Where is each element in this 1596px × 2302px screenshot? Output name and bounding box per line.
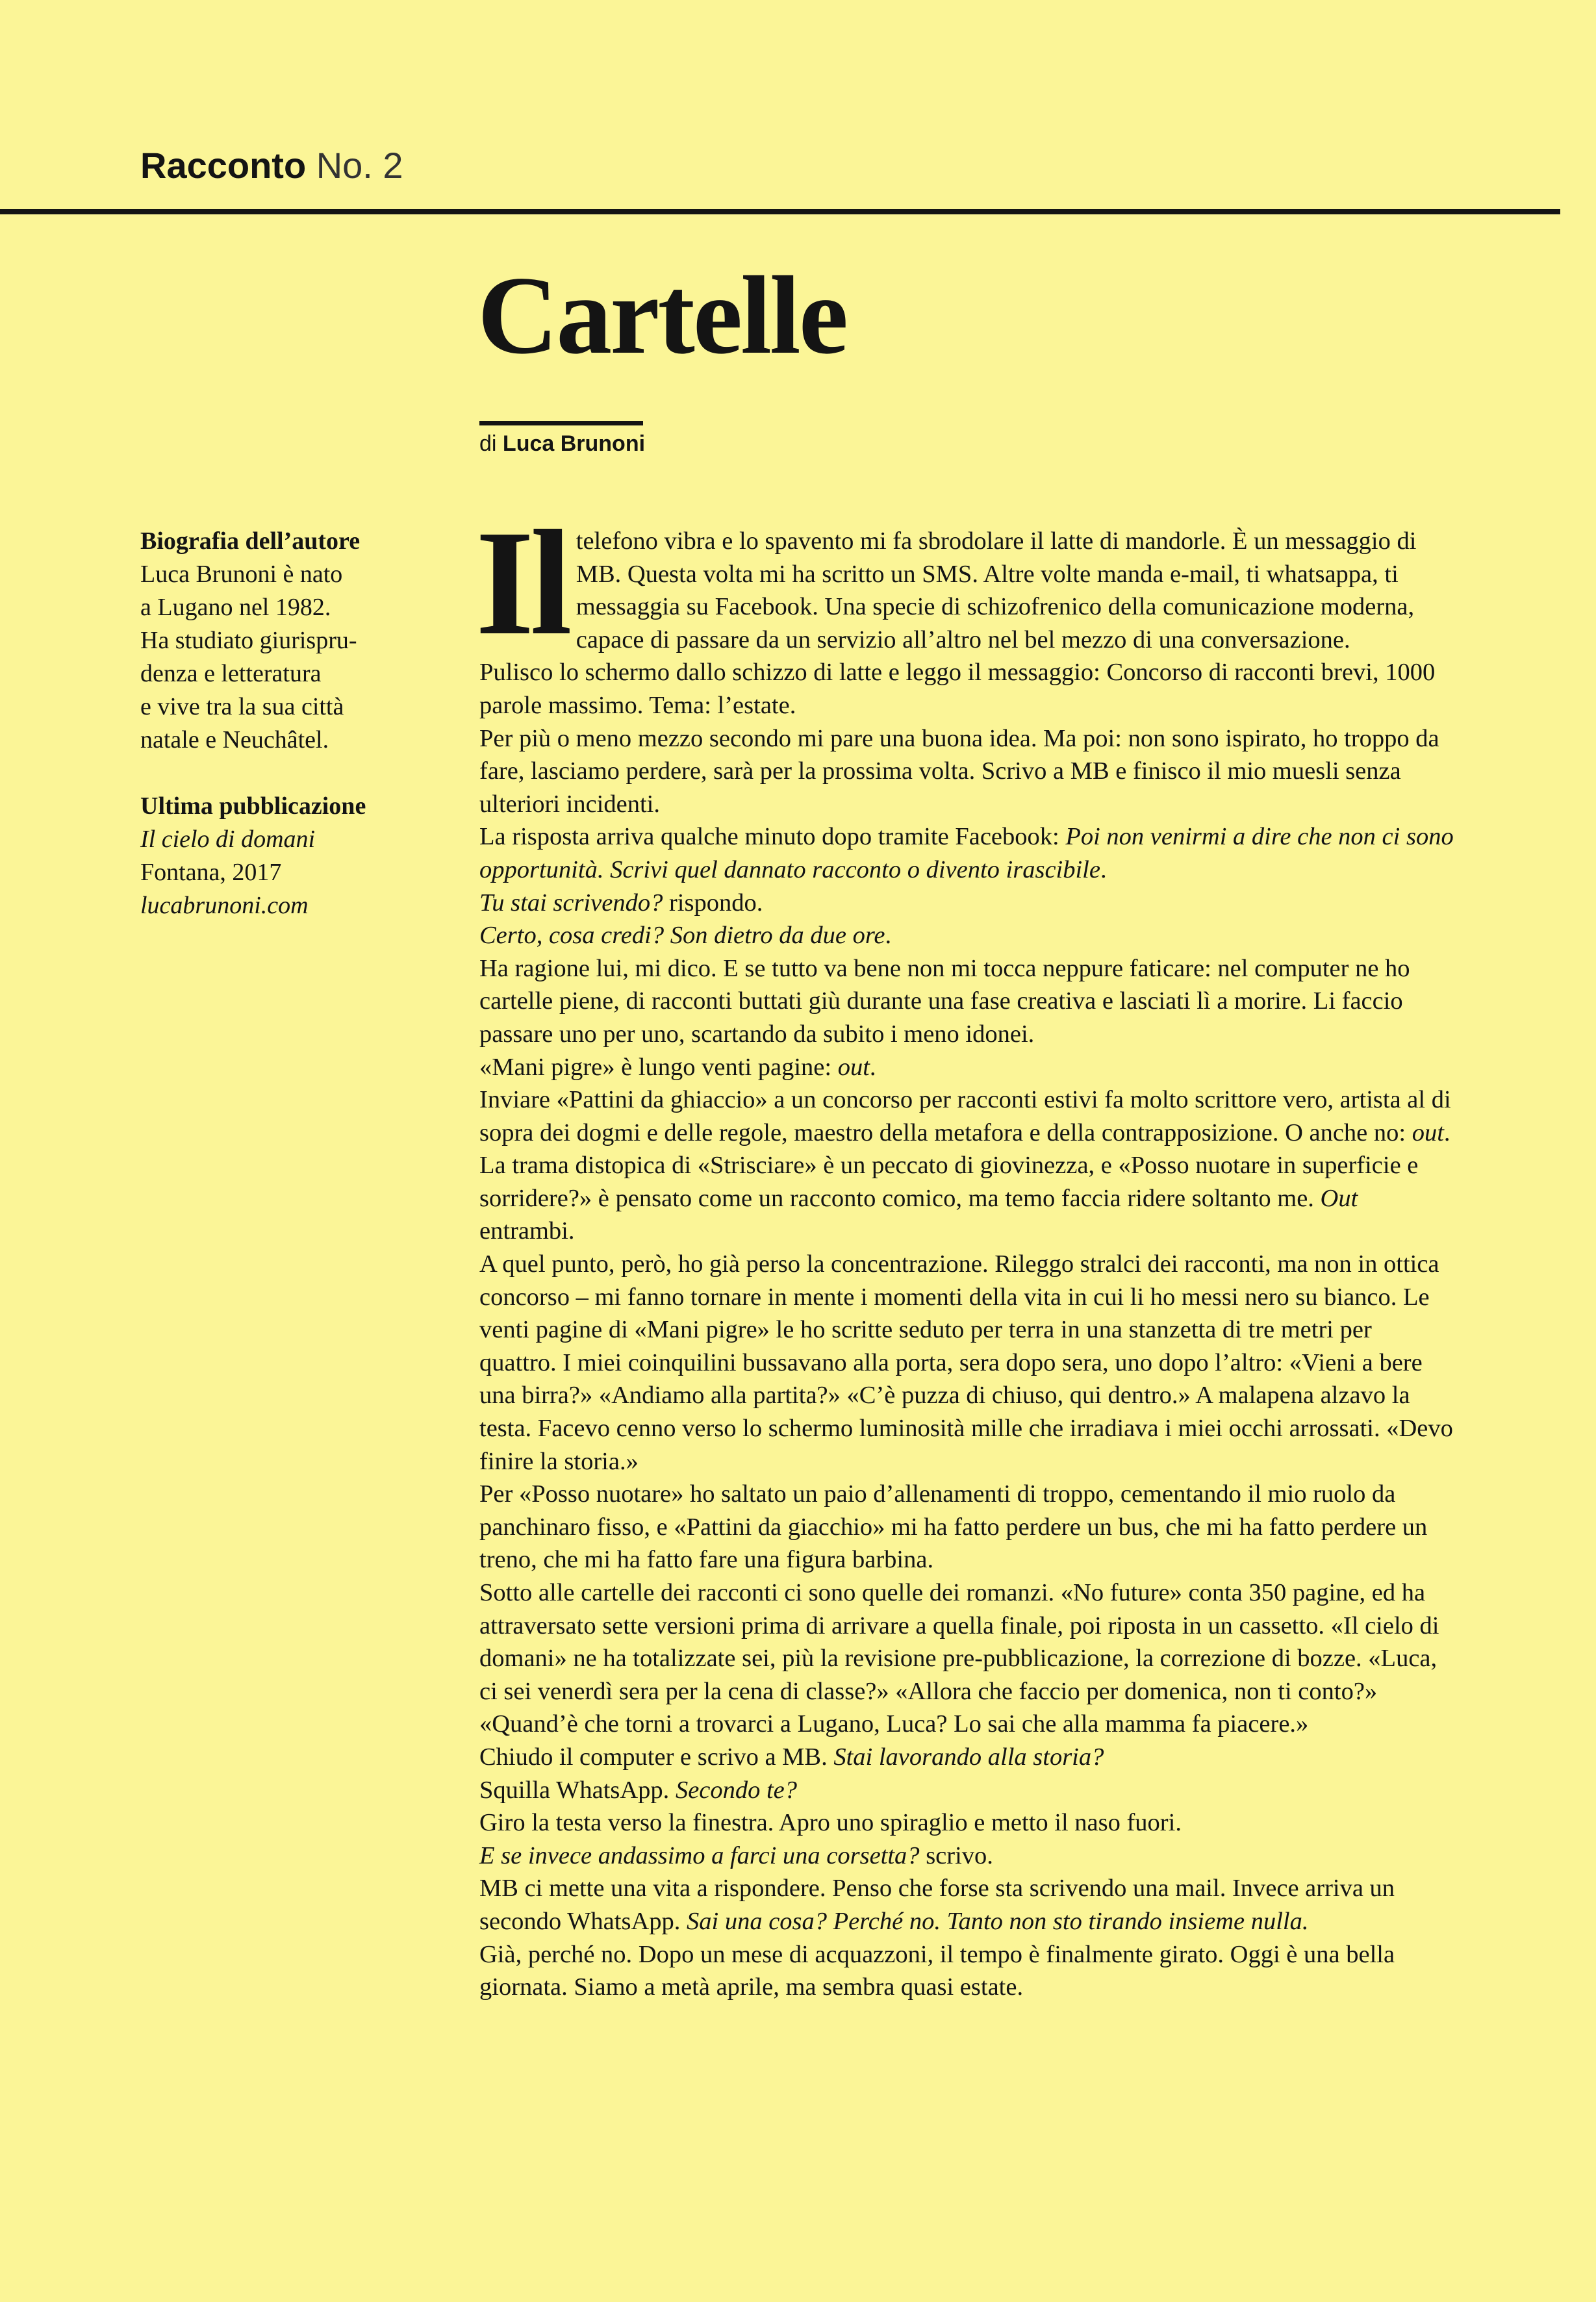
italic-text: Stai lavorando alla storia? (833, 1743, 1104, 1771)
section-header (140, 144, 403, 186)
section-label: Racconto (140, 145, 307, 186)
paragraph (475, 500, 1454, 666)
paragraph-text: MB ci mette una vita a rispondere. Penso che forse sta scrivendo una mail. Invece arriva un secondo WhatsApp. (479, 1875, 1395, 1935)
bio-line: Luca Brunoni è nato (140, 561, 343, 588)
paragraph (479, 1774, 1454, 1807)
author-website: lucabrunoni.com (140, 892, 309, 919)
issue-number: No. 2 (316, 145, 403, 186)
author-sidebar (140, 525, 433, 922)
story-body (475, 500, 1454, 2004)
italic-text: Certo, cosa credi? Son dietro da due ore (479, 922, 885, 950)
bio-line: natale e Neuchâtel. (140, 726, 329, 753)
paragraph-text: «Mani pigre» è lungo venti pagine: (479, 1053, 838, 1081)
bio-line: e vive tra la sua città (140, 693, 344, 720)
bio-heading: Biografia dell’autore (140, 527, 361, 555)
italic-text: E se invece andassimo a farci una corsetta? (479, 1841, 920, 1869)
paragraph: Per «Posso nuotare» ho saltato un paio d’allenamenti di troppo, cementando il mio ruolo da panchinaro fisso, e «Pattini da giacchio» mi ha fatto perdere un bus, che mi ha fatto perdere un treno, che mi ha fatto fare una figura barbina. (479, 1480, 1428, 1574)
publication-heading: Ultima pubblicazione (140, 792, 366, 820)
paragraph: Ha ragione lui, mi dico. E se tutto va bene non mi tocca neppure faticare: nel computer ne ho cartelle piene, di racconti buttati giù durante una fase creativa e lasciati lì a morire. Li faccio passare uno per uno, scartando da subito i meno idonei. (479, 954, 1410, 1048)
paragraph-text: Inviare «Pattini da ghiaccio» a un concorso per racconti estivi fa molto scrittore vero, artista al di sopra dei dogmi e delle regole, maestro della metafora e della contrapposizione. O anche no: (479, 1086, 1451, 1146)
paragraph-text: . (1443, 1119, 1450, 1146)
paragraph-text: entrambi. (479, 1217, 575, 1245)
italic-text: Sai una cosa? Perché no. Tanto non sto tirando insieme nulla. (687, 1907, 1309, 1935)
byline-rule (479, 421, 643, 425)
paragraph-text: . (885, 922, 892, 950)
byline (479, 431, 645, 457)
paragraph: Per più o meno mezzo secondo mi pare una buona idea. Ma poi: non sono ispirato, ho troppo da fare, lasciamo perdere, sarà per la prossima volta. Scrivo a MB e finisco il mio muesli senza ulteriori incidenti. (479, 724, 1439, 818)
paragraph-text: scrivo. (919, 1841, 993, 1869)
bio-line: a Lugano nel 1982. (140, 594, 331, 621)
paragraph-text: La risposta arriva qualche minuto dopo tramite Facebook: (479, 823, 1066, 851)
italic-text: Tu stai scrivendo? (479, 889, 663, 917)
italic-text: out (837, 1053, 870, 1081)
bio-line: denza e letteratura (140, 660, 322, 687)
paragraph-text: rispondo. (663, 889, 763, 917)
paragraph-text: . (1100, 855, 1107, 883)
sidebar-spacer (140, 757, 433, 790)
paragraph: Sotto alle cartelle dei racconti ci sono quelle dei romanzi. «No future» conta 350 pagine, ed ha attraversato sette versioni prima di arrivare a quella finale, poi riposta in un cassetto. «Il cielo di domani» ne ha totalizzate sei, più la revisione pre-pubblicazione, la correzione di bozze. «Luca, ci sei venerdì sera per la cena di classe?» «Allora che faccio per domenica, non ti conto?» «Quand’è che torni a trovarci a Lugano, Luca? Lo sai che alla mamma fa piacere.» (479, 1579, 1439, 1738)
drop-cap: Il (475, 500, 568, 666)
paragraph (479, 1083, 1454, 1149)
paragraph-text: . (869, 1053, 876, 1081)
paragraph: Pulisco lo schermo dallo schizzo di latte e leggo il messaggio: Concorso di racconti brevi, 1000 parole massimo. Tema: l’estate. (479, 659, 1436, 719)
paragraph (479, 1051, 1454, 1084)
paragraph: Giro la testa verso la finestra. Apro uno spiraglio e metto il naso fuori. (479, 1809, 1182, 1837)
paragraph: A quel punto, però, ho già perso la concentrazione. Rileggo stralci dei racconti, ma non in ottica concorso – mi fanno tornare in mente i momenti della vita in cui li ho messi nero su bianco. Le venti pagine di «Mani pigre» le ho scritte seduto per terra in una stanzetta di tre metri per quattro. I miei coinquilini bussavano alla porta, sera dopo sera, uno dopo l’altro: «Vieni a bere una birra?» «Andiamo alla partita?» «C’è puzza di chiuso, qui dentro.» A malapena alzavo la testa. Facevo cenno verso lo schermo luminosità mille che irradiava i miei occhi arrossati. «Devo finire la storia.» (479, 1250, 1453, 1475)
italic-text: out (1412, 1119, 1444, 1146)
header-rule (0, 209, 1560, 214)
paragraph-text: Squilla WhatsApp. (479, 1776, 676, 1804)
paragraph (479, 820, 1454, 886)
paragraph (479, 1840, 1454, 1873)
paragraph (479, 1741, 1454, 1774)
paragraph: Già, perché no. Dopo un mese di acquazzoni, il tempo è finalmente girato. Oggi è una bella giornata. Siamo a metà aprile, ma sembra quasi estate. (479, 1940, 1395, 2001)
bio-line: Ha studiato giurispru- (140, 627, 357, 654)
paragraph-text: La trama distopica di «Strisciare» è un peccato di giovinezza, e «Posso nuotare in superficie e sorridere?» è pensato come un racconto comico, ma temo faccia ridere soltanto me. (479, 1152, 1419, 1212)
paragraph (479, 919, 1454, 952)
italic-text: Poi non venirmi a dire che non ci sono opportunità. Scrivi quel dannato racconto o divento irascibile (479, 823, 1454, 883)
byline-author: Luca Brunoni (502, 431, 646, 456)
paragraph (479, 1149, 1454, 1248)
publication-publisher: Fontana, 2017 (140, 859, 282, 886)
paragraph (479, 887, 1454, 920)
byline-prefix: di (479, 431, 497, 456)
italic-text: Out (1320, 1184, 1358, 1212)
paragraph-text: telefono vibra e lo spavento mi fa sbrodolare il latte di mandorle. È un messaggio di MB. Questa volta mi ha scritto un SMS. Altre volte manda e-mail, ti whatsappa, ti messaggia su Facebook. Una specie di schizofrenico della comunicazione moderna, capace di passare da un servizio all’altro nel bel mezzo di una conversazione. (576, 527, 1417, 653)
italic-text: Secondo te? (675, 1776, 798, 1804)
story-title: Cartelle (477, 254, 847, 377)
publication-title: Il cielo di domani (140, 826, 316, 853)
paragraph-text: Chiudo il computer e scrivo a MB. (479, 1743, 834, 1771)
paragraph (479, 1872, 1454, 1938)
